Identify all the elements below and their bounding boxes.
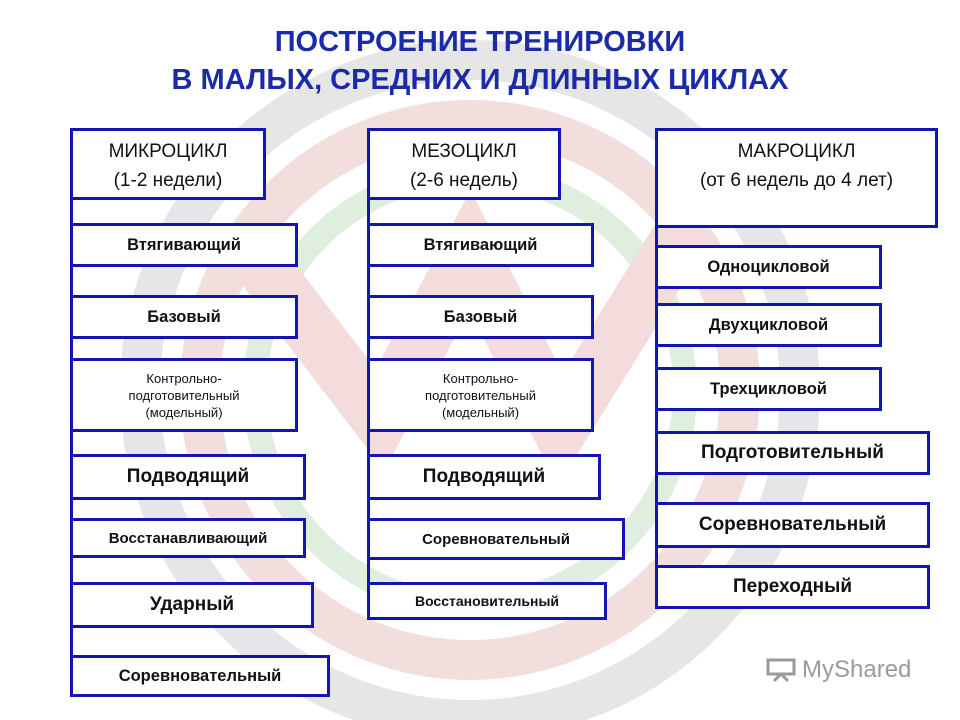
micro-item-vtyagivayushchiy: Втягивающий	[70, 223, 298, 267]
meso-kontrolno-line1: Контрольно-	[442, 370, 519, 386]
micro-header-title: МИКРОЦИКЛ	[108, 141, 228, 162]
micro-item-vosstanavlivayushchiy: Восстанавливающий	[70, 518, 306, 558]
micro-header-duration: (1-2 недели)	[113, 170, 223, 191]
macro-header-title: МАКРОЦИКЛ	[737, 141, 856, 162]
meso-item-sorevnovatelnyy: Соревновательный	[367, 518, 625, 560]
meso-kontrolno-line3: (модельный)	[441, 404, 520, 420]
micro-kontrolno-line3: (модельный)	[145, 404, 223, 420]
micro-kontrolno-line1: Контрольно-	[146, 370, 222, 386]
meso-header	[367, 128, 561, 200]
micro-item-kontrolno	[70, 358, 298, 432]
macro-item-perekhodnyy: Переходный	[655, 565, 930, 609]
micro-item-udarnyy: Ударный	[70, 582, 314, 628]
meso-item-podvodyashchiy: Подводящий	[367, 454, 601, 500]
meso-header-duration: (2-6 недель)	[409, 170, 519, 191]
micro-item-bazovyy: Базовый	[70, 295, 298, 339]
micro-kontrolno-line2: подготовительный	[128, 387, 240, 403]
meso-kontrolno-line2: подготовительный	[425, 387, 536, 403]
micro-item-podvodyashchiy: Подводящий	[70, 454, 306, 500]
macro-item-podgotovitelnyy: Подготовительный	[655, 431, 930, 475]
title-line-2: В МАЛЫХ, СРЕДНИХ И ДЛИННЫХ ЦИКЛАХ	[171, 64, 789, 96]
meso-item-bazovyy: Базовый	[367, 295, 594, 339]
presentation-icon	[766, 658, 796, 682]
title-line-1: ПОСТРОЕНИЕ ТРЕНИРОВКИ	[274, 26, 686, 58]
meso-header-title: МЕЗОЦИКЛ	[411, 141, 517, 162]
macro-item-odnociklovoy: Одноцикловой	[655, 245, 882, 289]
meso-item-vtyagivayushchiy: Втягивающий	[367, 223, 594, 267]
myshared-logo	[766, 656, 911, 684]
macro-item-trekhciklovoy: Трехцикловой	[655, 367, 882, 411]
micro-header	[70, 128, 266, 200]
macro-item-dvukhciklovoy: Двухцикловой	[655, 303, 882, 347]
macro-item-sorevnovatelnyy: Соревновательный	[655, 502, 930, 548]
micro-item-sorevnovatelnyy: Соревновательный	[70, 655, 330, 697]
myshared-logo-text: MyShared	[802, 656, 912, 683]
macro-header	[655, 128, 938, 228]
meso-item-kontrolno	[367, 358, 594, 432]
macro-header-duration: (от 6 недель до 4 лет)	[699, 170, 894, 191]
meso-item-vosstanovitelnyy: Восстановительный	[367, 582, 607, 620]
